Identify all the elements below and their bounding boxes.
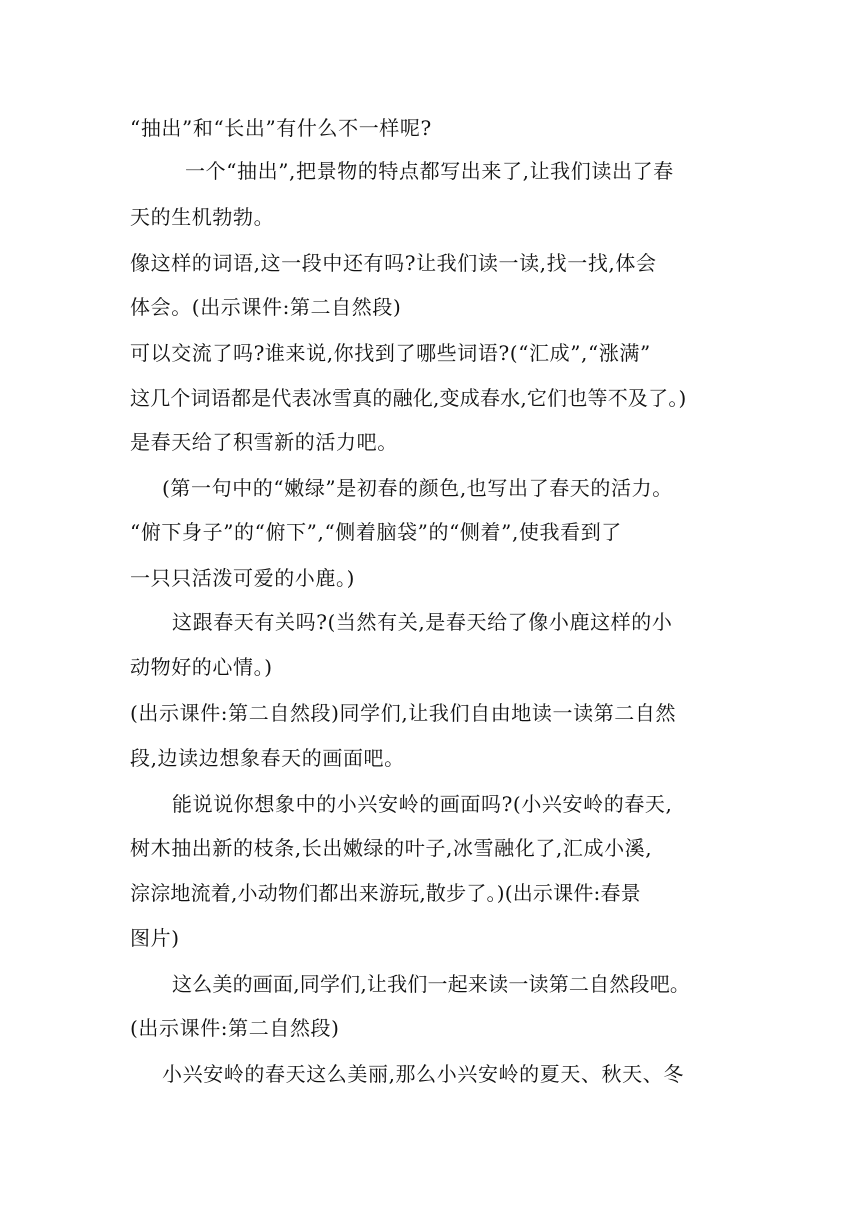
text-line: 这么美的画面,同学们,让我们一起来读一读第二自然段吧。 [172, 972, 691, 996]
text-line: “俯下身子”的“俯下”,“侧着脑袋”的“侧着”,使我看到了 [130, 520, 622, 544]
text-line: 这跟春天有关吗?(当然有关,是春天给了像小鹿这样的小 [172, 610, 673, 634]
text-line: 是春天给了积雪新的活力吧。 [130, 430, 398, 454]
text-line: (第一句中的“嫩绿”是初春的颜色,也写出了春天的活力。 [162, 476, 673, 500]
text-line: 可以交流了吗?谁来说,你找到了哪些词语?(“汇成”,“涨满” [130, 341, 651, 365]
text-line: 像这样的词语,这一段中还有吗?让我们读一读,找一找,体会 [130, 251, 657, 275]
text-line: 树木抽出新的枝条,长出嫩绿的叶子,冰雪融化了,汇成小溪, [130, 836, 653, 860]
text-line: 这几个词语都是代表冰雪真的融化,变成春水,它们也等不及了。) [130, 386, 687, 410]
text-line: (出示课件:第二自然段) [130, 1016, 340, 1040]
text-line: 一只只活泼可爱的小鹿。) [130, 566, 356, 590]
text-line: 淙淙地流着,小动物们都出来游玩,散步了。)(出示课件:春景 [130, 881, 641, 905]
text-line: “抽出”和“长出”有什么不一样呢? [130, 116, 432, 140]
text-line: 体会。(出示课件:第二自然段) [130, 295, 402, 319]
text-line: 图片) [130, 926, 180, 950]
text-line: 一个“抽出”,把景物的特点都写出来了,让我们读出了春 [185, 159, 674, 183]
text-line: 段,边读边想象春天的画面吧。 [130, 746, 405, 770]
text-line: 能说说你想象中的小兴安岭的画面吗?(小兴安岭的春天, [172, 792, 673, 816]
text-line: 天的生机勃勃。 [130, 205, 275, 229]
text-line: 小兴安岭的春天这么美丽,那么小兴安岭的夏天、秋天、冬 [162, 1062, 684, 1086]
text-line: (出示课件:第二自然段)同学们,让我们自由地读一读第二自然 [130, 701, 677, 725]
text-line: 动物好的心情。) [130, 655, 273, 679]
